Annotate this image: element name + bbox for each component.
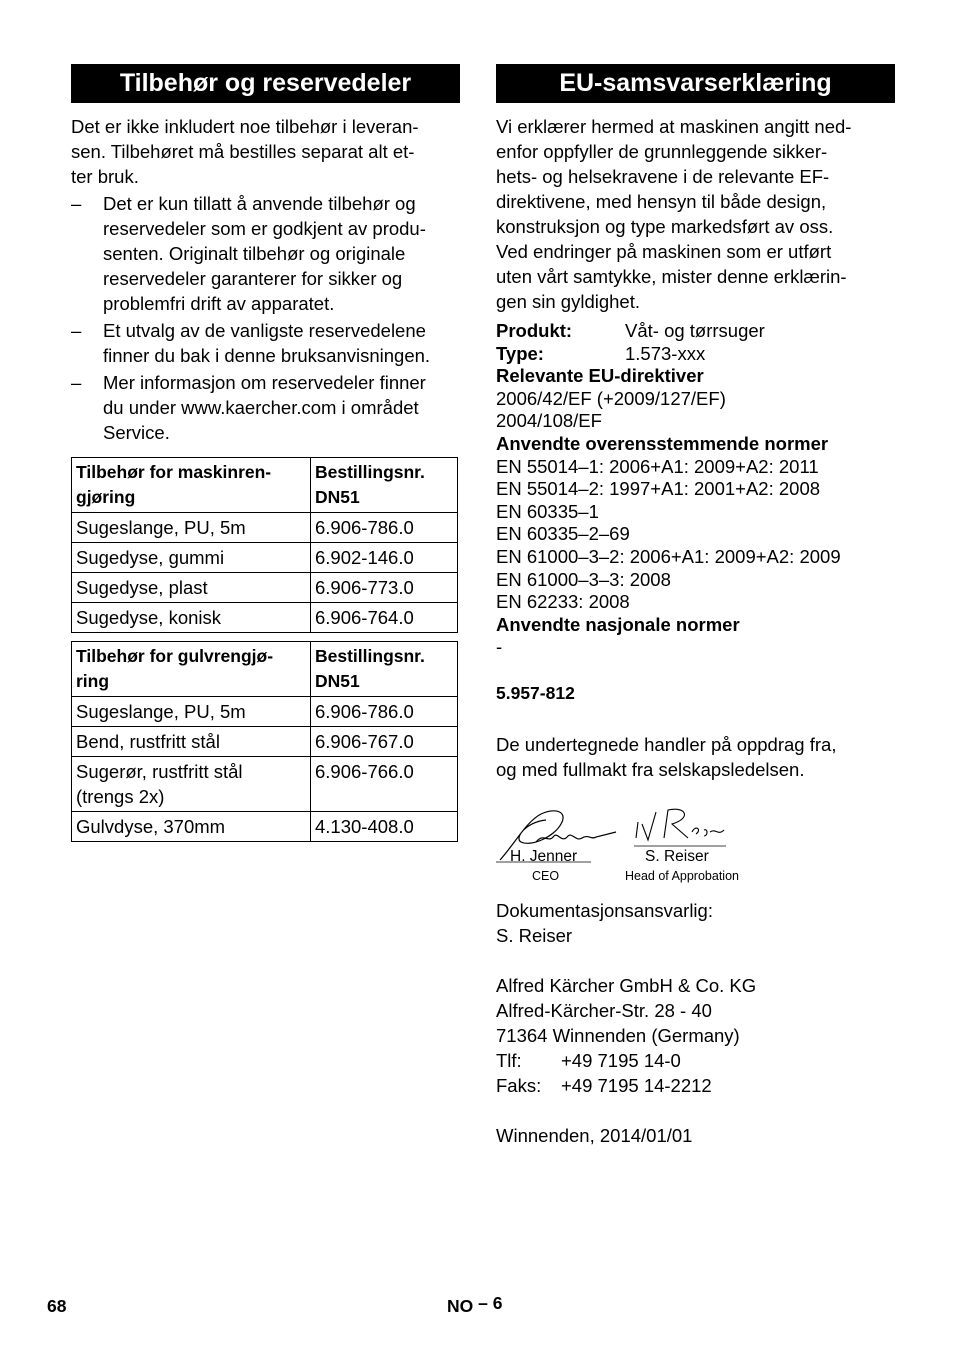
signatures: [496, 802, 895, 902]
declaration-heading: EU-samsvarserklæring: [496, 64, 895, 103]
documentation-responsible: Dokumentasjonsansvarlig: S. Reiser: [496, 899, 713, 946]
document-number: 5.957-812: [496, 682, 575, 703]
norm-item: EN 62233: 2008: [496, 591, 630, 613]
company-name: Alfred Kärcher GmbH & Co. KG: [496, 974, 757, 996]
norm-item: EN 61000–3–3: 2008: [496, 568, 671, 590]
list-item: – Et utvalg av de vanligste reservedelene finner du bak i denne bruksanvisningen.: [71, 320, 431, 366]
accessories-intro: Det er ikke inkludert noe tilbehør i leveran- sen. Tilbehøret må bestilles separat alt et- ter bruk.: [71, 116, 419, 187]
norm-item: EN 55014–2: 1997+A1: 2001+A2: 2008: [496, 478, 821, 500]
company-address: [496, 973, 895, 1098]
table-row: Sugerør, rustfritt stål (trengs 2x) 6.906-766.0: [72, 757, 458, 812]
directive-item: 2006/42/EF (+2009/127/EF): [496, 387, 726, 409]
table-row: Bend, rustfritt stål 6.906-767.0: [72, 727, 458, 757]
table-row: Gulvdyse, 370mm 4.130-408.0: [72, 812, 458, 842]
accessories-table-machine-cleaning: [71, 457, 458, 633]
company-city: 71364 Winnenden (Germany): [496, 1024, 740, 1046]
norm-item: EN 60335–2–69: [496, 523, 630, 545]
norm-item: EN 55014–1: 2006+A1: 2009+A2: 2011: [496, 455, 819, 477]
accessories-heading: Tilbehør og reservedeler: [71, 64, 460, 103]
left-column: [71, 64, 460, 842]
type-row: Type: 1.573-xxx: [496, 342, 706, 364]
phone-row: Tlf: +49 7195 14-0: [496, 1049, 681, 1071]
place-date: Winnenden, 2014/01/01: [496, 1124, 693, 1146]
directive-item: 2004/108/EF: [496, 410, 602, 432]
right-column: [496, 64, 895, 1148]
norm-item: EN 60335–1: [496, 500, 599, 522]
list-item: – Det er kun tillatt å anvende tilbehør og reservedeler som er godkjent av produ- senten. Originalt tilbehør og originale reservedeler garanterer for sikker og problemfri drift av apparatet.: [71, 193, 426, 314]
signer-reiser-name: S. Reiser: [645, 847, 709, 865]
authorization-text: De undertegnede handler på oppdrag fra, og med fullmakt fra selskapsledelsen.: [496, 733, 837, 780]
accessories-table-floor-cleaning: [71, 641, 458, 842]
page-section: NO – 6: [447, 1293, 503, 1316]
table-row: Sugedyse, konisk 6.906-764.0: [72, 603, 458, 633]
table-header-row: Tilbehør for maskinren- gjøring Bestillingsnr. DN51: [72, 458, 458, 513]
national-norms-value: -: [496, 636, 503, 658]
table-header-row: Tilbehør for gulvrengjø- ring Bestillingsnr. DN51: [72, 642, 458, 697]
table-row: Sugeslange, PU, 5m 6.906-786.0: [72, 697, 458, 727]
declaration-details: [496, 320, 895, 705]
declaration-intro: Vi erklærer hermed at maskinen angitt ned- enfor oppfyller de grunnleggende sikker- hets- og helsekravene i de relevante EF- direktivene, med hensyn til både design, konstruksjon og type markedsført av oss. Ved endringer på maskinen som er utført uten vårt samtykke, mister denne erklærin- gen sin gyldighet.: [496, 116, 852, 312]
list-item: – Mer informasjon om reservedeler finner du under www.kaercher.com i området Service.: [71, 372, 426, 443]
product-row: Produkt: Våt- og tørrsuger: [496, 320, 765, 341]
signer-jenner-role: CEO: [532, 868, 560, 883]
table-row: Sugeslange, PU, 5m 6.906-786.0: [72, 513, 458, 543]
directives-heading: Relevante EU-direktiver: [496, 365, 704, 387]
signer-reiser-role: Head of Approbation: [625, 868, 739, 883]
accessories-notes: [71, 191, 460, 445]
signature-reiser: [636, 809, 724, 840]
national-norms-heading: Anvendte nasjonale normer: [496, 613, 740, 635]
table-row: Sugedyse, plast 6.906-773.0: [72, 573, 458, 603]
fax-row: Faks: +49 7195 14-2212: [496, 1074, 712, 1096]
signer-jenner-name: H. Jenner: [510, 847, 578, 865]
company-street: Alfred-Kärcher-Str. 28 - 40: [496, 999, 712, 1021]
page-number: 68: [47, 1296, 67, 1316]
table-row: Sugedyse, gummi 6.902-146.0: [72, 543, 458, 573]
norm-item: EN 61000–3–2: 2006+A1: 2009+A2: 2009: [496, 545, 841, 567]
norms-heading: Anvendte overensstemmende normer: [496, 432, 829, 454]
